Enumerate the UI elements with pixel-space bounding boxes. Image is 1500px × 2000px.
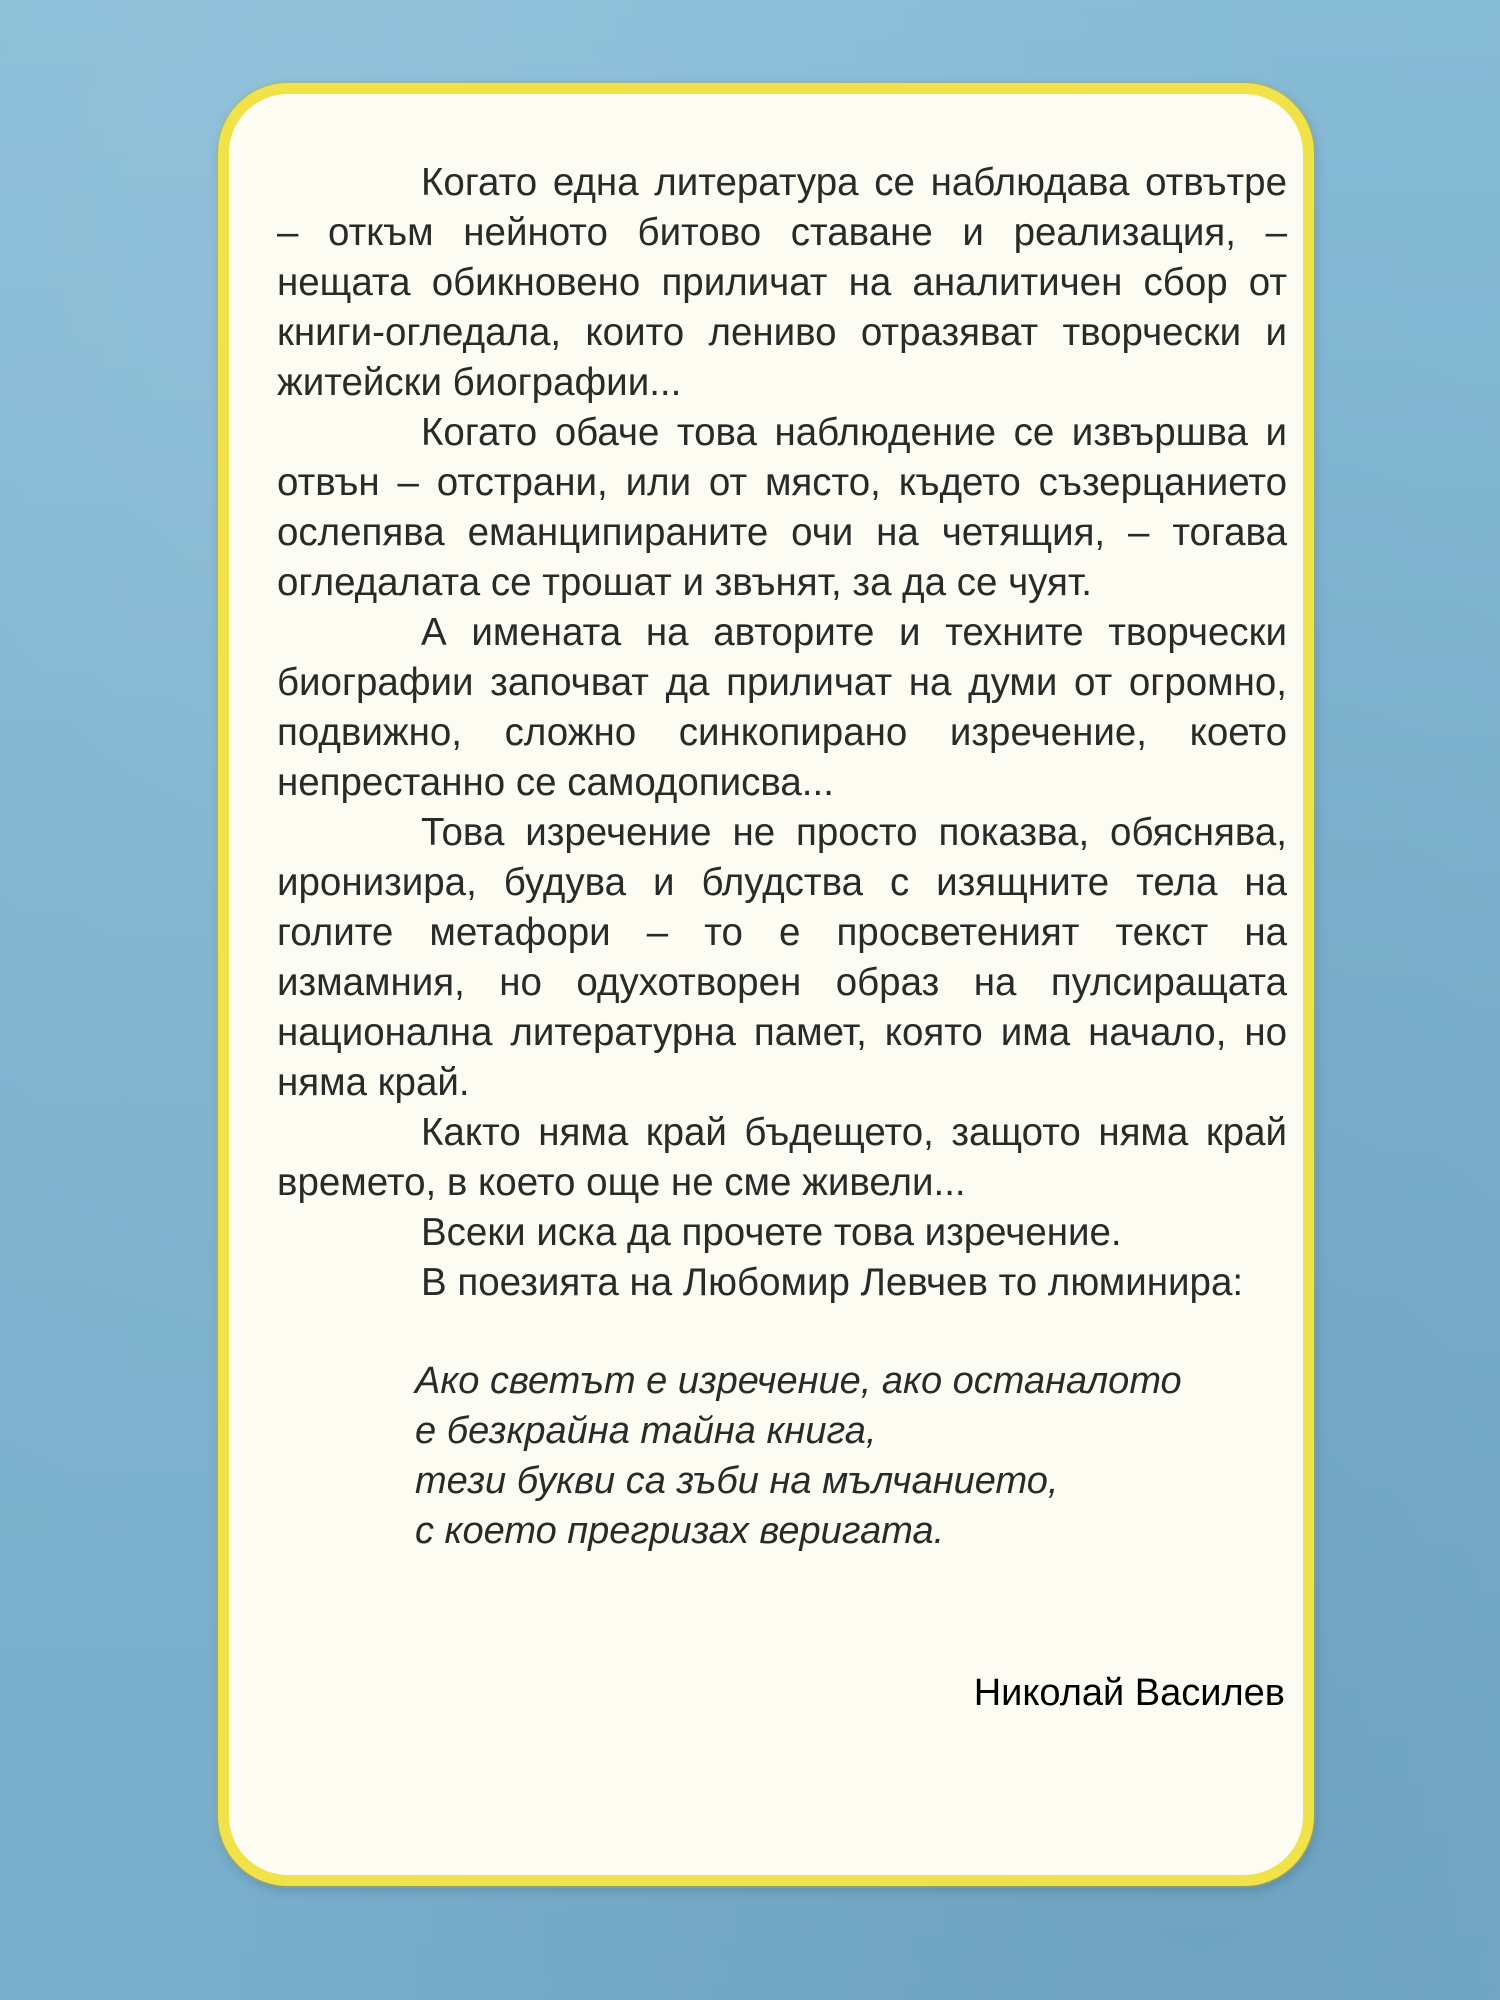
poem-line: е безкрайна тайна книга, — [415, 1410, 877, 1452]
poem-line: с което прегризах веригата. — [415, 1510, 945, 1552]
paragraph: Когато обаче това наблюдение се извършва и отвън – отстрани, или от място, където съзерцанието ослепява еманципираните очи на четящия, – тогава огледалата се трошат и звънят, за да се чуят. — [277, 411, 1287, 604]
text-panel — [218, 83, 1314, 1886]
blurb-text — [277, 158, 1287, 1556]
poem-line: тези букви са зъби на мълчанието, — [415, 1460, 1059, 1502]
paragraph: Когато една литература се наблюдава отвътре – откъм нейното битово ставане и реализация, – нещата обикновено приличат на аналитичен сбор от книги-огледала, които лениво отразяват творчески и житейски биографии... — [277, 161, 1287, 404]
paragraph: Както няма край бъдещето, защото няма край времето, в което още не сме живели... — [277, 1111, 1287, 1204]
paragraph: А имената на авторите и техните творчески биографии започват да приличат на думи от огромно, подвижно, сложно синкопирано изречение, което непрестанно се самодописва... — [277, 611, 1287, 804]
author-signature: Николай Василев — [973, 1672, 1285, 1714]
paragraph: Това изречение не просто показва, обяснява, иронизира, будува и блудства с изящните тела на голите метафори – то е просветеният текст на измамния, но одухотворен образ на пулсиращата национална литературна памет, която има начало, но няма край. — [277, 811, 1287, 1104]
paragraph: Всеки иска да прочете това изречение. — [421, 1211, 1122, 1254]
poem-line: Ако светът е изречение, ако останалото — [415, 1360, 1182, 1402]
poem-quote — [277, 1356, 1287, 1556]
paragraph: В поезията на Любомир Левчев то люминира: — [421, 1261, 1244, 1304]
